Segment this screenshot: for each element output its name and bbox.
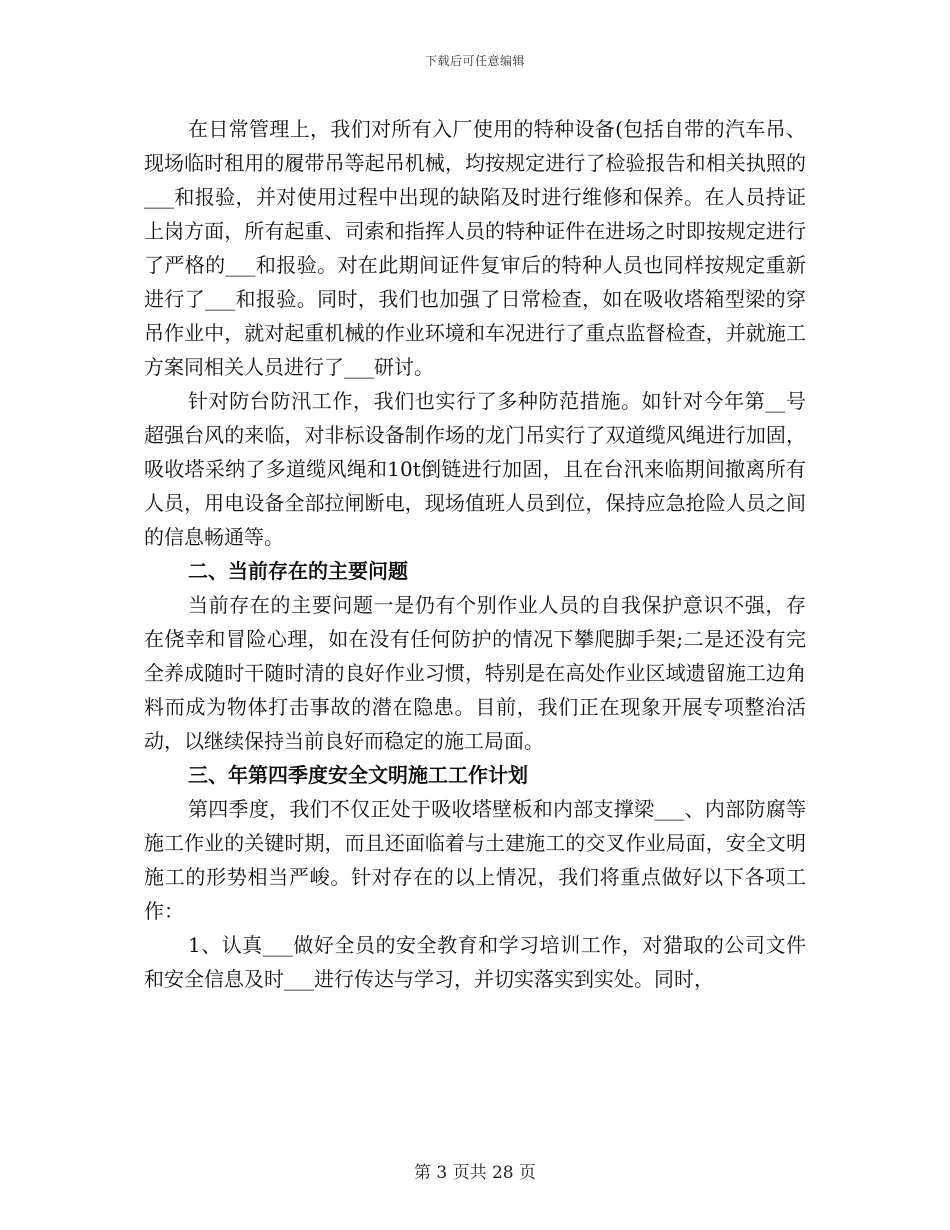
list-item-1: 1、认真___做好全员的安全教育和学习培训工作，对猎取的公司文件和安全信息及时___进行传达与学习，并切实落实到实处。同时，	[144, 933, 806, 991]
paragraph-typhoon-prevention: 针对防台防汛工作，我们也实行了多种防范措施。如针对今年第__号超强台风的来临，对非标设备制作场的龙门吊实行了双道缆风绳进行加固，吸收塔采纳了多道缆风绳和10t倒链进行加固，且在台汛来临期间撤离所有人员，用电设备全部拉闸断电，现场值班人员到位，保持应急抢险人员之间的信息畅通等。	[144, 389, 806, 549]
paragraph-daily-management: 在日常管理上，我们对所有入厂使用的特种设备(包括自带的汽车吊、现场临时租用的履带吊等起吊机械，均按规定进行了检验报告和相关执照的___和报验，并对使用过程中出现的缺陷及时进行维修和保养。在人员持证上岗方面，所有起重、司索和指挥人员的特种证件在进场之时即按规定进行了严格的___和报验。对在此期间证件复审后的特种人员也同样按规定重新进行了___和报验。同时，我们也加强了日常检查，如在吸收塔箱型梁的穿吊作业中，就对起重机械的作业环境和车况进行了重点监督检查，并就施工方案同相关人员进行了___研讨。	[144, 117, 806, 379]
section-heading-main-problems: 二、当前存在的主要问题	[188, 559, 408, 583]
paragraph-main-problems: 当前存在的主要问题一是仍有个别作业人员的自我保护意识不强，存在侥幸和冒险心理，如在没有任何防护的情况下攀爬脚手架;二是还没有完全养成随时干随时清的良好作业习惯，特别是在高处作业区域遗留施工边角料而成为物体打击事故的潜在隐患。目前，我们正在现象开展专项整治活动，以继续保持当前良好而稳定的施工局面。	[144, 593, 806, 753]
page-header: 下载后可任意编辑	[424, 54, 525, 68]
page-number: 第 3 页共 28 页	[413, 1163, 537, 1183]
document-body	[144, 112, 806, 996]
paragraph-q4-plan: 第四季度，我们不仅正处于吸收塔壁板和内部支撑梁___、内部防腐等施工作业的关键时期，而且还面临着与土建施工的交叉作业局面，安全文明施工的形势相当严峻。针对存在的以上情况，我们将重点做好以下各项工作：	[144, 797, 806, 923]
section-heading-q4-plan: 三、年第四季度安全文明施工工作计划	[188, 763, 528, 787]
